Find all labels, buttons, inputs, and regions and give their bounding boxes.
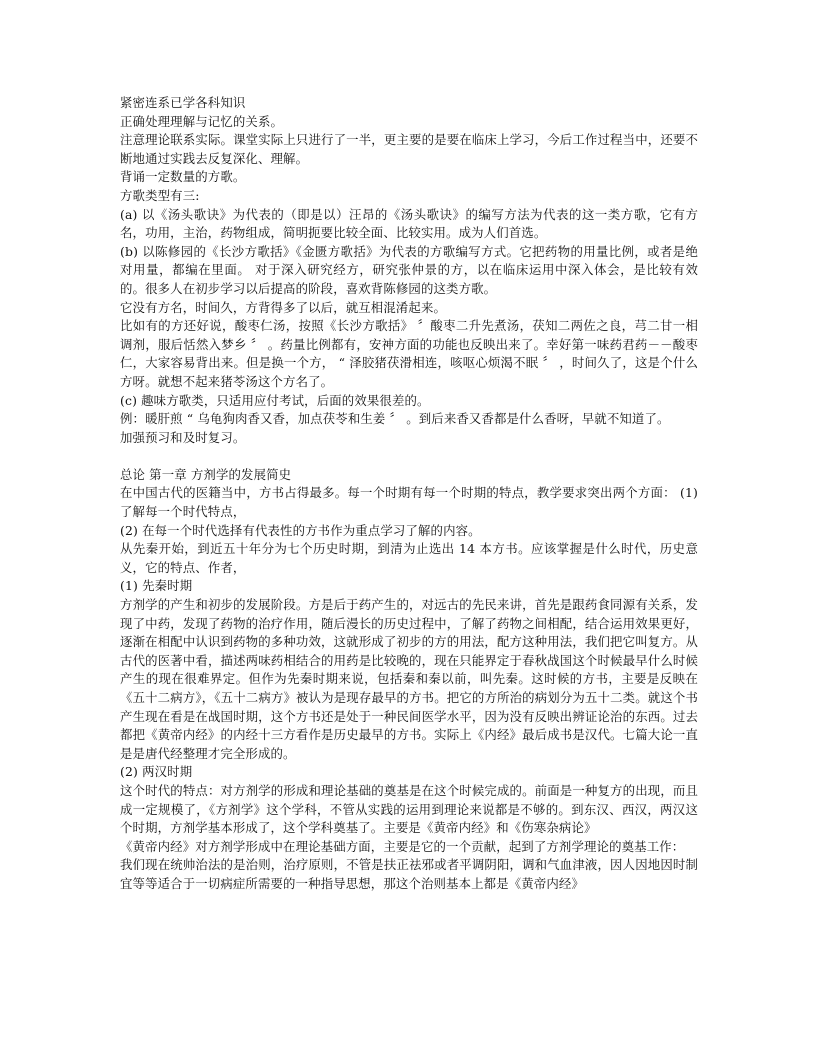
text-line: 正确处理理解与记忆的关系。 xyxy=(120,113,284,129)
paragraph: 方剂学的产生和初步的发展阶段。方是后于药产生的，对远古的先民来讲，首先是跟药食同源有关系，发现了中药，发现了药物的治疗作用，随后漫长的历史过程中，了解了药物之间相配，结合运用效果更好，逐渐在相配中认识到药物的多种功效，这就形成了初步的方的用法，配方这种用法，我们把它叫复方。从古代的医著中看，描述两味药相结合的用药是比较晚的，现在只能界定于春秋战国这个时候最早什么时候产生的现在很难界定。但作为先秦时期来说，包括秦和秦以前，叫先秦。这时候的方书，主要是反映在《五十二病方》，《五十二病方》被认为是现存最早的方书。把它的方所治的病划分为五十二类。就这个书产生现在看是在战国时期，这个方书还是处于一种民间医学水平，因为没有反映出辨证论治的东西。过去都把《黄帝内经》的内经十三方看作是历史最早的方书。实际上《内经》最后成书是汉代。七篇大论一直是是唐代经整理才完全形成的。 xyxy=(120,597,698,761)
subheading: (2) 两汉时期 xyxy=(120,764,193,780)
blank-line xyxy=(120,447,698,466)
text-line: 背诵一定数量的方歌。 xyxy=(120,169,246,185)
text-line: (c) 趣味方歌类，只适用应付考试，后面的效果很差的。 xyxy=(120,392,430,408)
paragraph: (a) 以《汤头歌诀》为代表的（即是以）汪昂的《汤头歌诀》的编写方法为代表的这一类方歌，它有方名，功用，主治，药物组成，简明扼要比较全面、比较实用。成为人们首选。 xyxy=(120,206,698,241)
document-page xyxy=(120,94,698,894)
text-line: 加强预习和及时复习。 xyxy=(120,429,246,445)
paragraph: 《黄帝内经》对方剂学形成中在理论基础方面，主要是它的一个贡献，起到了方剂学理论的奠基工作： xyxy=(120,838,685,854)
subheading: (1) 先秦时期 xyxy=(120,578,193,594)
paragraph: 我们现在统帅治法的是治则，治疗原则，不管是扶正祛邪或者平调阴阳，调和气血津液，因人因地因时制宜等等适合于一切病症所需要的一种指导思想，那这个治则基本上都是《黄帝内经》 xyxy=(120,857,698,891)
section-heading: 总论 第一章 方剂学的发展简史 xyxy=(120,466,292,482)
paragraph: 这个时代的特点：对方剂学的形成和理论基础的奠基是在这个时候完成的。前面是一种复方的出现，而且成一定规模了，《方剂学》这个学科，不管从实践的运用到理论来说都是不够的。到东汉、西汉，两汉这个时期，方剂学基本形成了，这个学科奠基了。主要是《黄帝内经》和《伤寒杂病论》 xyxy=(120,782,698,836)
paragraph: 例：暖肝煎 “ 乌龟狗肉香又香，加点茯苓和生姜 〞 。到后来香又香都是什么香呀，早就不知道了。 xyxy=(120,411,670,427)
paragraph: 比如有的方还好说，酸枣仁汤，按照《长沙方歌括》 〞酸枣二升先煮汤，茯知二两佐之良，芎二甘一相调剂，服后恬然入梦乡 〞 。药量比例都有，安神方面的功能也反映出来了。幸好第一味药君药－－酸枣仁，大家容易背出来。但是换一个方， “ 泽胶猪茯滑相连，咳呕心烦渴不眠 〞 ，时间久了，这是个什么方呀。就想不起来猪苓汤这个方名了。 xyxy=(120,318,698,389)
paragraph: 从先秦开始，到近五十年分为七个历史时期，到清为止选出 14 本方书。应该掌握是什么时代，历史意义，它的特点、作者， xyxy=(120,541,698,575)
paragraph: 在中国古代的医籍当中，方书占得最多。每一个时期有每一个时期的特点，教学要求突出两个方面： (1) 了解每一个时代特点， xyxy=(120,485,698,520)
text-line: (2) 在每一个时代选择有代表性的方书作为重点学习了解的内容。 xyxy=(120,522,481,538)
text-line: 它没有方名，时间久，方背得多了以后，就互相混淆起来。 xyxy=(120,299,447,315)
text-line: 紧密连系已学各科知识 xyxy=(120,95,246,110)
paragraph: (b) 以陈修园的《长沙方歌括》《金匮方歌括》为代表的方歌编写方式。它把药物的用量比例，或者是绝对用量，都编在里面。 对于深入研究经方，研究张仲景的方，以在临床运用中深入体会，是比较有效的。很多人在初步学习以后提高的阶段，喜欢背陈修园的这类方歌。 xyxy=(120,243,698,296)
text-line: 方歌类型有三: xyxy=(120,187,200,203)
paragraph: 注意理论联系实际。课堂实际上只进行了一半，更主要的是要在临床上学习，今后工作过程当中，还要不断地通过实践去反复深化、理解。 xyxy=(120,132,698,166)
